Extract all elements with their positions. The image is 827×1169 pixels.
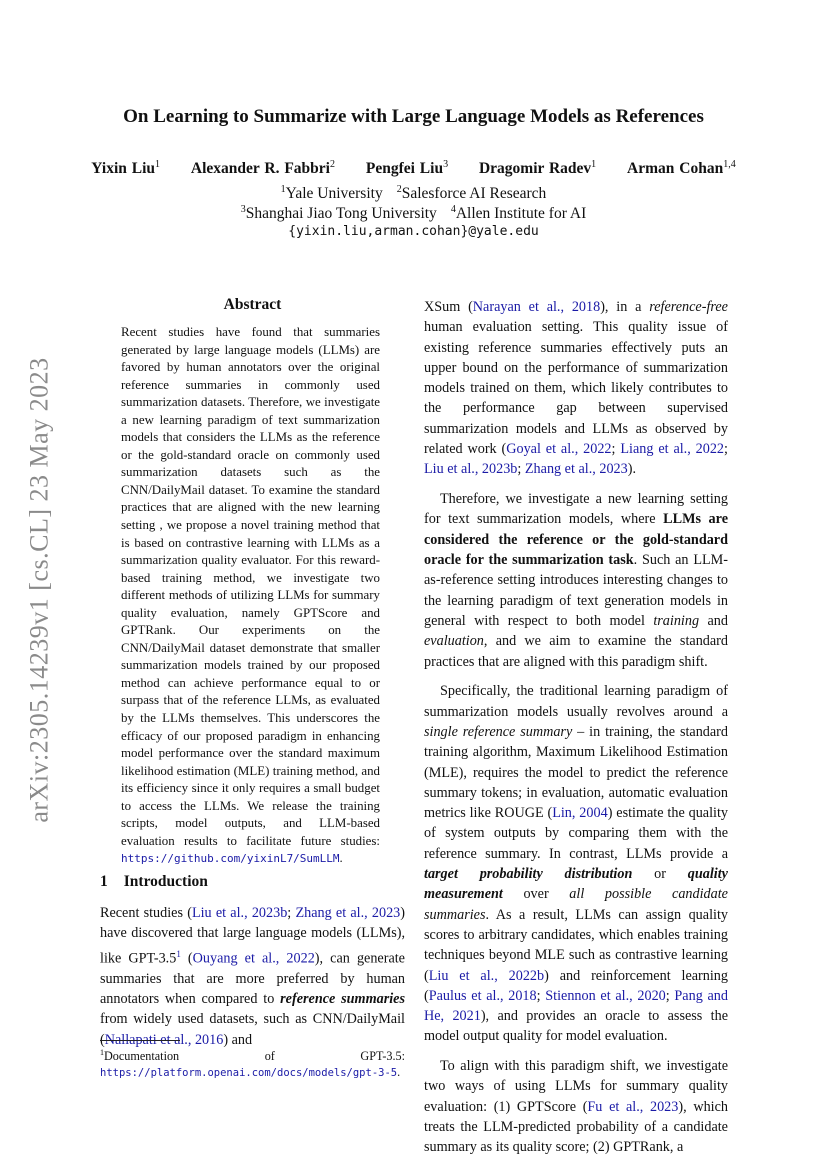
citation-link[interactable]: Liu et al., 2023b [191,905,288,921]
footnote-marker[interactable]: 1 [176,948,181,959]
author-list [0,159,827,178]
abstract-body: Recent studies have found that summaries generated by large language models (LLMs) are favored by human annotators over the original reference summaries in commonly used summarization datasets. Therefore, we investigate a new learning paradigm of text summarization models that considers the LLMs as the reference or the gold-standard oracle on commonly used summarization datasets such as the CNN/DailyMail dataset. To examine the standard practices that are aligned with the new learning setting , we propose a novel training method that is based on contrastive learning with LLMs as a summarization quality evaluator. For this reward-based training method, we investigate two different methods of utilizing LLMs for summary quality evaluation, namely GPTScore and GPTRank. Our experiments on the CNN/DailyMail dataset demonstrate that smaller summarization models trained by our proposed method can achieve performance equal to or surpass that of the reference LLMs, as evaluated by the LLMs themselves. This underscores the efficacy of our proposed paradigm in enhancing model performance over the standard maximum likelihood estimation (MLE) training method, and its efficiency since it only requires a small budget to access the LLMs. We release the training scripts, model outputs, and LLM-based evaluation results to facilitate future studies: https://github.com/yixinL7/SumLLM. [121,325,380,866]
citation-link[interactable]: Fu et al., 2023 [587,1098,679,1115]
citation-link[interactable]: Liu et al., 2022b [428,967,545,984]
paper-title: On Learning to Summarize with Large Language Models as References [123,106,704,127]
footnote: $^1$Documentation of GPT-3.5: https://platform.openai.com/docs/models/gpt-3-5. [100,1048,405,1080]
citation-link[interactable]: Liang et al., 2022 [620,441,725,458]
citation-link[interactable]: Goyal et al., 2022 [506,441,612,458]
right-column [424,297,728,1167]
citation-link[interactable]: Lin, 2004 [552,805,608,822]
author: Dragomir Radev$^1$ [478,159,597,178]
arxiv-side-stamp: arXiv:2305.14239v1 [cs.CL] 23 May 2023 [25,357,54,823]
affiliation-line: $^3$Shanghai Jiao Tong University $^4$Allen Institute for AI [240,204,587,223]
intro-paragraph: Recent studies (Liu et al., 2023b; Zhang et al., 2023) have discovered that large language models (LLMs), like GPT-3.5$^1$ (Ouyang et al., 2022), can generate summaries that are more preferred by human annotators when compared to reference summaries from widely used datasets, such as CNN/DailyMail (Nallapati et al., 2016) and [100,905,405,1048]
footnote-divider [100,1040,180,1041]
author: Arman Cohan$^{1,4}$ [627,159,736,178]
abstract-heading: Abstract [223,296,282,313]
author: Yixin Liu$^1$ [91,159,161,178]
body-paragraph: Therefore, we investigate a new learning setting for text summarization models, where LLMs are considered the reference or the gold-standard oracle for the summarization task. Such an LLM-as-reference setting introduces interesting changes to the learning paradigm of text generation models in general with respect to both model training and evaluation, and we aim to examine the standard practices that are aligned with this paradigm shift. [424,491,728,670]
citation-link[interactable]: Stiennon et al., 2020 [545,987,666,1004]
affiliation-line: $^1$Yale University $^2$Salesforce AI Research [280,184,547,203]
citation-link[interactable]: Liu et al., 2023b [424,461,518,478]
body-paragraph: Specifically, the traditional learning paradigm of summarization models usually revolves around a single reference summary – in training, the standard training algorithm, Maximum Likelihood Estimation (MLE), requires the model to predict the reference summary tokens; in evaluation, automatic evaluation metrics like ROUGE (Lin, 2004) estimate the quality of system outputs by comparing them with the reference summary. In contrast, LLMs provide a target probability distribution or quality measurement over all possible candidate summaries. As a result, LLMs can assign quality scores to arbitrary candidates, which enables training techniques beyond MLE such as contrastive learning (Liu et al., 2022b) and reinforcement learning (Paulus et al., 2018; Stiennon et al., 2020; Pang and He, 2021), and provides an oracle to assess the model output quality for model evaluation. [424,683,729,1045]
citation-link[interactable]: Pang and He, 2021 [424,987,728,1025]
body-paragraph: To align with this paradigm shift, we investigate two ways of using LLMs for summary quality evaluation: (1) GPTScore (Fu et al., 2023), which treats the LLM-predicted probability of a candidate summary as its quality score; (2) GPTRank, a [424,1058,728,1156]
citation-link[interactable]: Zhang et al., 2023 [524,461,628,478]
citation-link[interactable]: Zhang et al., 2023 [295,905,401,921]
citation-link[interactable]: Narayan et al., 2018 [472,299,601,315]
contact-email: {yixin.liu,arman.cohan}@yale.edu [288,224,539,239]
citation-link[interactable]: Paulus et al., 2018 [428,987,537,1004]
section-heading-introduction: 1 Introduction [100,873,208,890]
citation-link[interactable]: Ouyang et al., 2022 [192,950,315,967]
author: Pengfei Liu$^3$ [365,159,449,178]
body-paragraph: XSum (Narayan et al., 2018), in a reference-free human evaluation setting. This quality issue of existing reference summaries effectively puts an upper bound on the performance of summarization models trained on them, which likely contributes to the performance gap between supervised summarization models and LLMs as observed by related work (Goyal et al., 2022; Liang et al., 2022; Liu et al., 2023b; Zhang et al., 2023). [424,299,728,478]
author: Alexander R. Fabbri$^2$ [190,159,335,178]
citation-link[interactable]: Nallapati et al., 2016 [104,1031,224,1048]
footnote-url-link[interactable]: https://platform.openai.com/docs/models/gpt-3-5 [100,1067,398,1080]
code-repo-link[interactable]: https://github.com/yixinL7/SumLLM [121,852,340,866]
